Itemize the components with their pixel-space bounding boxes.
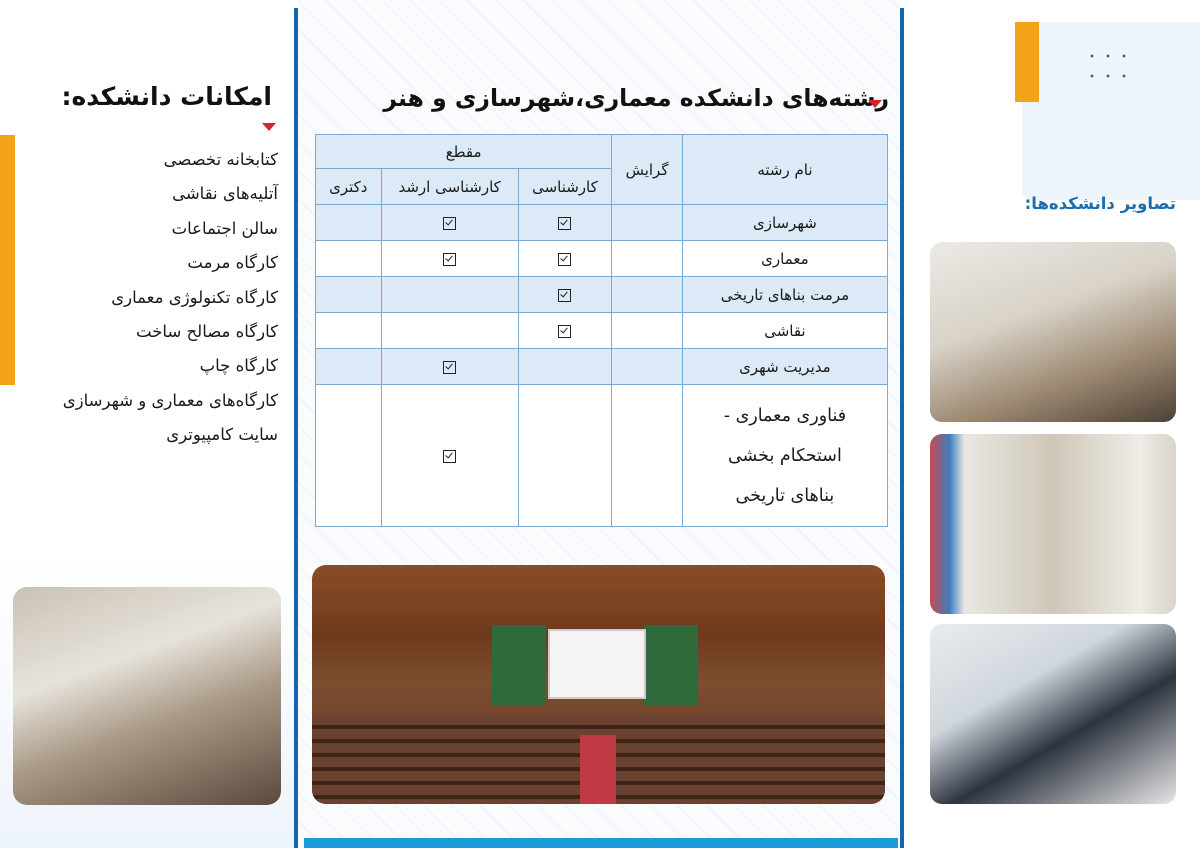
program-name: معماری	[682, 241, 887, 277]
painting-studio-photo	[930, 242, 1176, 422]
list-item: کارگاه تکنولوژی معماری	[111, 287, 278, 307]
doctorate-cell	[316, 349, 382, 385]
program-name-line: استحکام بخشی	[727, 445, 842, 466]
master-cell	[381, 385, 518, 527]
divider-line	[294, 8, 298, 848]
checkbox-checked-icon	[558, 289, 571, 302]
table-row	[316, 205, 888, 241]
programs-title: رشته‌های دانشکده معماری،شهرسازی و هنر	[383, 84, 889, 112]
checkbox-checked-icon	[443, 217, 456, 230]
projection-screen	[548, 629, 646, 699]
checkbox-checked-icon	[558, 325, 571, 338]
checkbox-checked-icon	[443, 253, 456, 266]
table-row	[316, 241, 888, 277]
doctorate-cell	[316, 313, 382, 349]
stage-curtain	[492, 625, 546, 705]
table-row	[316, 277, 888, 313]
program-specialization	[612, 205, 683, 241]
table-row	[316, 349, 888, 385]
bachelor-cell	[518, 277, 612, 313]
checkbox-checked-icon	[443, 450, 456, 463]
doctorate-cell	[316, 241, 382, 277]
header-bachelor: کارشناسی	[518, 169, 612, 205]
list-item: کارگاه مصالح ساخت	[136, 322, 278, 342]
bachelor-cell	[518, 385, 612, 527]
list-item: کارگاه مرمت	[187, 253, 278, 273]
list-item: سالن اجتماعات	[171, 218, 278, 238]
bachelor-cell	[518, 313, 612, 349]
master-cell	[381, 277, 518, 313]
master-cell	[381, 241, 518, 277]
master-cell	[381, 205, 518, 241]
header-specialization: گرایش	[612, 135, 683, 205]
bachelor-cell	[518, 241, 612, 277]
program-name-line: فناوری معماری -	[723, 405, 847, 426]
doctorate-cell	[316, 385, 382, 527]
list-item: کارگاه چاپ	[199, 356, 278, 376]
auditorium-photo	[312, 565, 885, 804]
checkbox-checked-icon	[443, 361, 456, 374]
accent-bar	[0, 135, 15, 385]
bottom-bar	[304, 838, 898, 848]
stage-curtain	[644, 625, 698, 705]
doctorate-cell	[316, 277, 382, 313]
program-name: شهرسازی	[682, 205, 887, 241]
doctorate-cell	[316, 205, 382, 241]
header-master: کارشناسی ارشد	[381, 169, 518, 205]
sculptor-photo	[930, 624, 1176, 804]
list-item: آتلیه‌های نقاشی	[172, 184, 278, 204]
corridor-exhibition-photo	[930, 434, 1176, 614]
divider-line	[900, 8, 904, 848]
table-row	[316, 313, 888, 349]
program-name: مدیریت شهری	[682, 349, 887, 385]
master-cell	[381, 313, 518, 349]
programs-table	[315, 134, 888, 527]
header-degree-level: مقطع	[316, 135, 612, 169]
checkbox-checked-icon	[558, 253, 571, 266]
bachelor-cell	[518, 349, 612, 385]
program-specialization	[612, 277, 683, 313]
sculpture-student-photo	[13, 587, 281, 805]
list-item: سایت کامپیوتری	[166, 425, 278, 445]
facilities-list	[63, 143, 278, 453]
program-name-line: بناهای تاریخی	[735, 485, 835, 506]
bachelor-cell	[518, 205, 612, 241]
facilities-title: امکانات دانشکده:	[61, 82, 272, 111]
dot-grid-decoration	[1084, 46, 1134, 92]
red-carpet-aisle	[580, 735, 616, 804]
checkbox-checked-icon	[558, 217, 571, 230]
master-cell	[381, 349, 518, 385]
program-specialization	[612, 385, 683, 527]
program-specialization	[612, 349, 683, 385]
program-name: مرمت بناهای تاریخی	[682, 277, 887, 313]
program-specialization	[612, 241, 683, 277]
program-name	[682, 385, 887, 527]
table-row	[316, 385, 888, 527]
list-item: کتابخانه تخصصی	[163, 150, 278, 169]
program-specialization	[612, 313, 683, 349]
title-marker-icon	[262, 123, 276, 131]
list-item: کارگاه‌های معماری و شهرسازی	[62, 390, 278, 410]
header-program-name: نام رشته	[682, 135, 887, 205]
header-doctorate: دکتری	[316, 169, 382, 205]
gallery-title: تصاویر دانشکده‌ها:	[1024, 194, 1176, 213]
accent-bar	[1015, 22, 1039, 102]
program-name: نقاشی	[682, 313, 887, 349]
title-marker-icon	[868, 100, 882, 108]
